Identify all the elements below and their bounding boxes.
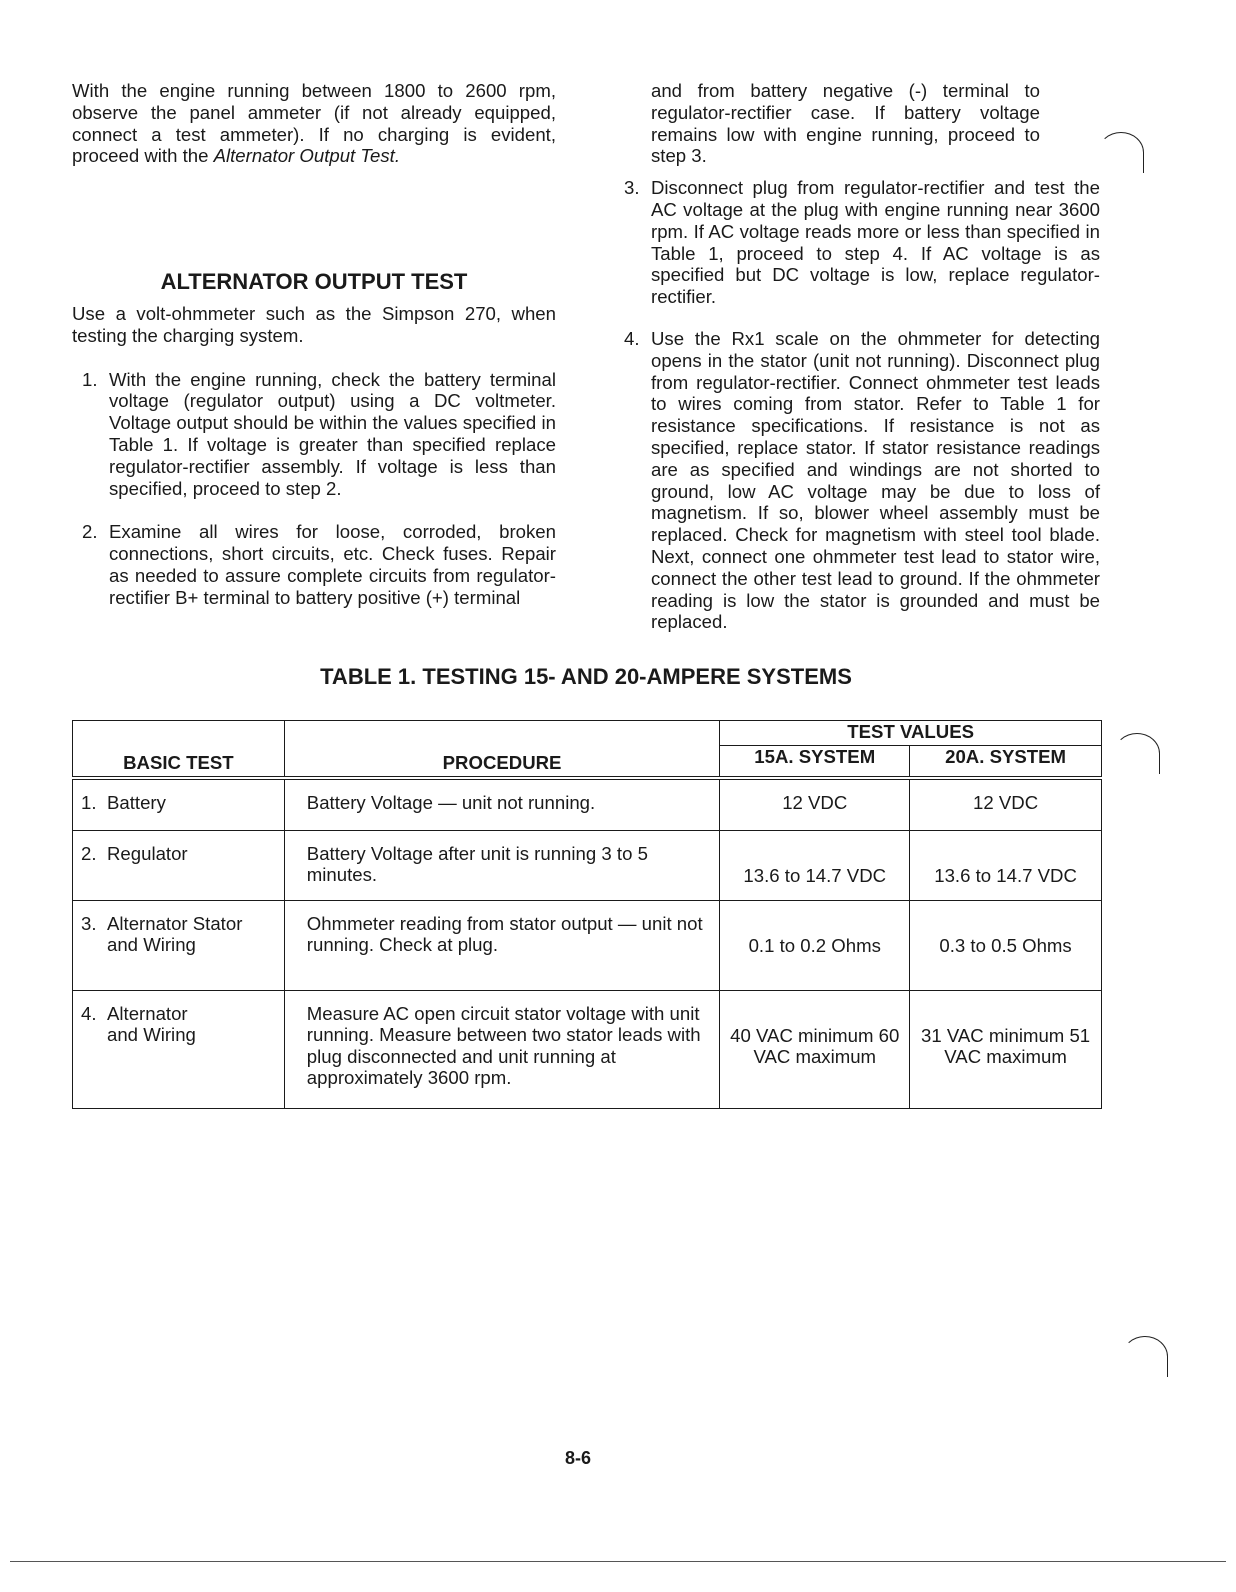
table-row [73,990,1102,1108]
value-line: 13.6 to 14.7 VDC [934,864,1077,886]
intro-text: With the engine running between 1800 to 2600 rpm, observe the panel ammeter (if not already equipped, connect a test ammeter). If no charging is evident, proceed with the [72,80,556,167]
row-number: 3. [81,912,97,934]
value-20a-cell [910,778,1102,830]
value-line: 13.6 to 14.7 VDC [743,864,887,886]
procedure-line: Check at plug. [379,934,499,956]
value-line: 60 VAC maximum [753,1024,900,1068]
step-text: Use the Rx1 scale on the ohmmeter for detecting opens in the stator (unit not running). Disconnect plug from regulator-rectifier. Connect ohmmeter test leads to wires coming from stator. Refer to Table 1 for resistance specifications. If resistance is not as specified, replace stator. If stator resistance readings are as specified and windings are not shorted to ground, low AC voltage may be due to loss of magnetism. If so, blower wheel assembly must be replaced. Check for magnetism with steel tool blade. Next, connect one ohmmeter test lead to stator wire, connect the other test lead to ground. If the ohmmeter reading is low the stator is grounded and must be replaced. [651,327,1100,633]
basic-test-cell [73,900,285,990]
value-line: 0.1 to 0.2 Ohms [748,934,881,956]
header-basic-test: BASIC TEST [73,721,285,779]
procedure-cell [284,900,720,990]
basic-test-cell [73,778,285,830]
step-item [624,177,1100,308]
basic-test-line: Regulator [107,842,188,864]
header-procedure: PROCEDURE [284,721,720,779]
header-20a-system: 20A. SYSTEM [910,746,1102,779]
value-line: 0.3 to 0.5 Ohms [939,934,1072,956]
value-line: 31 VAC minimum [921,1024,1065,1046]
procedure-line: and unit running at approximately 3600 rpm. [306,1045,616,1089]
basic-test-line: Battery [107,792,166,813]
intro-italic-text: Alternator Output Test. [213,145,400,167]
procedure-line: Measure AC open circuit stator voltage [306,1002,627,1024]
basic-test-line: Alternator Stator [107,912,243,934]
step-number: 3. [624,177,640,199]
header-test-values: TEST VALUES [720,721,1102,746]
procedure-line: two stator leads with plug disconnected [306,1024,701,1067]
row-number: 4. [81,1002,97,1024]
table-row [73,778,1102,830]
value-line: 51 VAC maximum [944,1024,1091,1068]
procedure-cell [284,830,720,900]
procedure-line: Ohmmeter reading from stator [306,912,556,934]
binder-hole-arc-icon [1114,733,1160,774]
step-item [72,369,556,500]
bottom-rule [10,1561,1226,1562]
header-15a-system: 15A. SYSTEM [720,746,910,779]
right-column [624,80,1100,633]
basic-test-line: and Wiring [107,934,196,956]
binder-hole-arc-icon [1122,1336,1168,1377]
row-number: 2. [81,842,97,864]
step-text: Disconnect plug from regulator-rectifier and test the AC voltage at the plug with engine running near 3600 rpm. If AC voltage reads more or less than specified in Table 1, proceed to step 4. If AC voltage is as specified but DC voltage is low, replace regulator-rectifier. [651,177,1100,308]
value-15a-cell [720,990,910,1108]
basic-test-line: and Wiring [107,1024,196,1046]
value-line: 40 VAC minimum [730,1024,874,1046]
value-20a-cell [910,830,1102,900]
table-row [73,900,1102,990]
procedure-cell [284,778,720,830]
basic-test-cell [73,830,285,900]
value-line: 12 VDC [973,792,1039,813]
value-line: 12 VDC [782,792,848,813]
value-15a-cell [720,778,910,830]
step-item [72,521,556,608]
left-steps-list [72,369,556,609]
procedure-line: 3 to 5 minutes. [306,842,648,886]
continuation-paragraph: and from battery negative (-) terminal to regulator-rectifier case. If battery voltage remains low with engine running, proceed to step 3. [651,80,1040,167]
table-title: TABLE 1. TESTING 15- AND 20-AMPERE SYSTEMS [320,664,852,689]
step-number: 1. [82,368,98,390]
value-15a-cell [720,830,910,900]
procedure-cell [284,990,720,1108]
step-text: With the engine running, check the battery terminal voltage (regulator output) using a DC voltmeter. Voltage output should be within the values specified in Table 1. If voltage is greater than specified replace regulator-rectifier assembly. If voltage is less than specified, proceed to step 2. [109,368,556,499]
intro-paragraph [72,80,556,167]
row-number: 1. [81,792,97,813]
procedure-line: with unit running. Measure between [306,1002,700,1046]
procedure-line: output — unit not running. [306,912,703,956]
right-steps-list [624,177,1100,633]
step-text: Examine all wires for loose, corroded, broken connections, short circuits, etc. Check fuses. Repair as needed to assure complete circuits from regulator-rectifier B+ terminal to battery positive (+) terminal [109,521,556,608]
procedure-line: Battery Voltage — unit not running. [306,792,596,813]
value-20a-cell [910,900,1102,990]
value-20a-cell [910,990,1102,1108]
table-header-row [73,721,1102,746]
basic-test-cell [73,990,285,1108]
value-15a-cell [720,900,910,990]
step-item [624,328,1100,633]
step-number: 4. [624,327,640,349]
testing-table [72,720,1102,1109]
section-heading: ALTERNATOR OUTPUT TEST [160,269,468,295]
page-number: 8-6 [564,1448,591,1468]
left-column [72,80,556,609]
basic-test-line: Alternator [107,1002,188,1024]
table-row [73,830,1102,900]
step-number: 2. [82,521,98,543]
binder-hole-arc-icon [1098,132,1144,173]
lead-paragraph: Use a volt-ohmmeter such as the Simpson 270, when testing the charging system. [72,302,556,346]
procedure-line: Battery Voltage after unit is running [306,842,597,864]
